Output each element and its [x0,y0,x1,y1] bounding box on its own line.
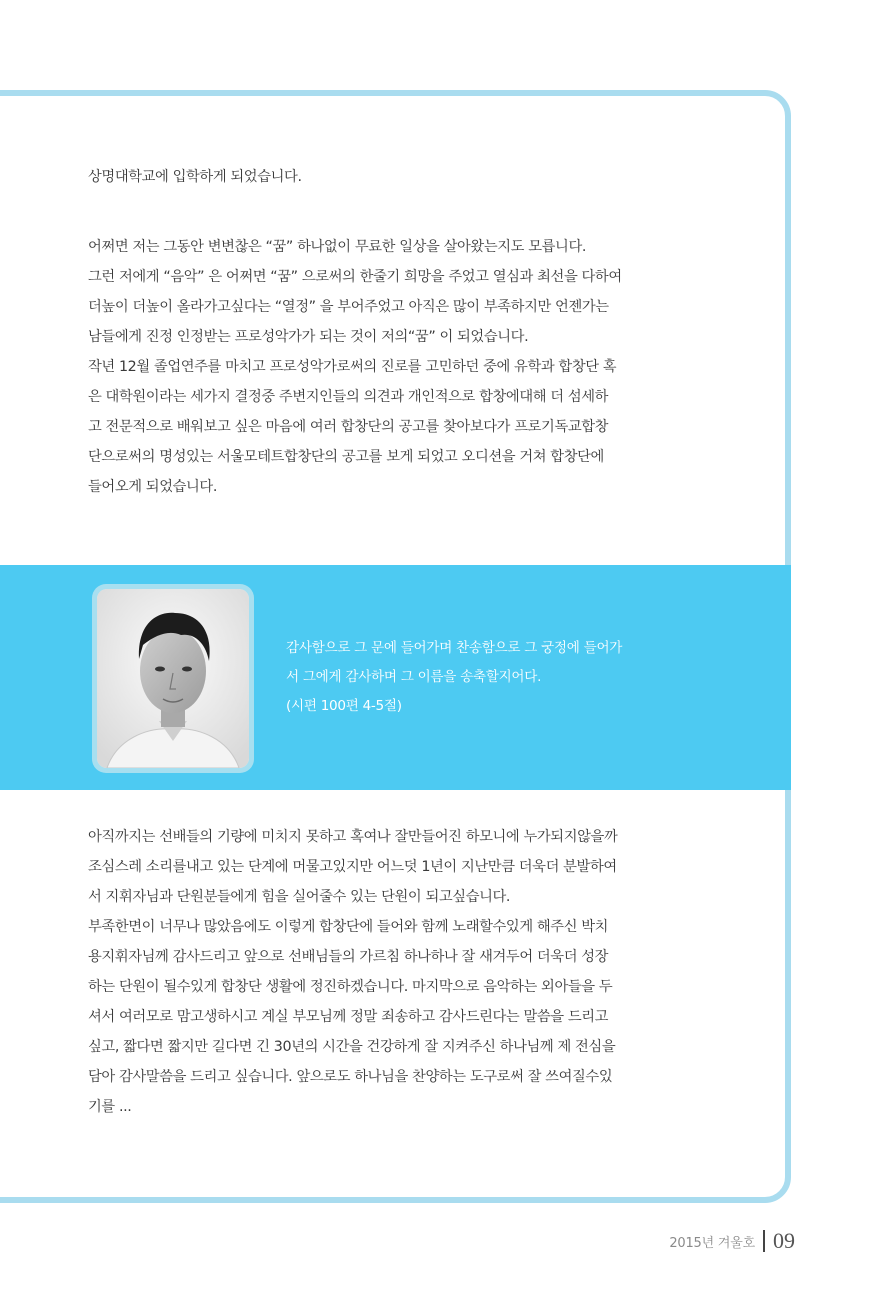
portrait-frame [92,584,254,773]
text-line: 작년 12월 졸업연주를 마치고 프로성악가로써의 진로를 고민하던 중에 유학과 합창단 혹 [88,359,617,375]
portrait-image [97,589,249,768]
text-line: 상명대학교에 입학하게 되었습니다. [88,169,302,185]
quote-citation: (시편 100편 4-5절) [286,698,402,714]
text-line: 하는 단원이 될수있게 합창단 생활에 정진하겠습니다. 마지막으로 음악하는 외아들을 두 [88,979,613,995]
text-line: 남들에게 진정 인정받는 프로성악가가 되는 것이 저의“꿈” 이 되었습니다. [88,329,529,345]
text-line: 싶고, 짧다면 짧지만 길다면 긴 30년의 시간을 건강하게 잘 지켜주신 하나님께 제 전심을 [88,1039,616,1055]
article-paragraph-1 [88,162,660,192]
text-line: 담아 감사말씀을 드리고 싶습니다. 앞으로도 하나님을 찬양하는 도구로써 잘 쓰여질수있 [88,1069,613,1085]
quote-line: 감사함으로 그 문에 들어가며 찬송함으로 그 궁정에 들어가 [286,640,623,656]
text-line: 단으로써의 명성있는 서울모테트합창단의 공고를 보게 되었고 오디션을 거쳐 합창단에 [88,449,604,465]
text-line: 은 대학원이라는 세가지 결정중 주변지인들의 의견과 개인적으로 합창에대해 더 섬세하 [88,389,609,405]
text-line: 고 전문적으로 배워보고 싶은 마음에 여러 합창단의 공고를 찾아보다가 프로기독교합창 [88,419,609,435]
text-line: 서 지휘자님과 단원분들에게 힘을 실어줄수 있는 단원이 되고싶습니다. [88,889,511,905]
issue-label: 2015년 겨울호 [669,1235,755,1251]
page-footer [669,1228,795,1254]
quote-line: 서 그에게 감사하며 그 이름을 송축할지어다. [286,669,542,685]
text-line: 부족한면이 너무나 많았음에도 이렇게 합창단에 들어와 함께 노래할수있게 해주신 박치 [88,919,609,935]
text-line: 더높이 더높이 올라가고싶다는 “열정” 을 부어주었고 아직은 많이 부족하지만 언젠가는 [88,299,609,315]
portrait-photo [97,589,249,768]
text-line: 아직까지는 선배들의 기량에 미치지 못하고 혹여나 잘만들어진 하모니에 누가되지않을까 [88,829,618,845]
text-line: 그런 저에게 “음악” 은 어쩌면 “꿈” 으로써의 한줄기 희망을 주었고 열심과 최선을 다하여 [88,269,622,285]
text-line: 들어오게 되었습니다. [88,479,217,495]
text-line: 기를 ... [88,1099,132,1115]
page-number: 09 [773,1228,795,1253]
text-line: 용지휘자님께 감사드리고 앞으로 선배님들의 가르침 하나하나 잘 새겨두어 더욱더 성장 [88,949,609,965]
article-paragraph-3 [88,822,660,1122]
footer-divider [763,1230,765,1252]
text-line: 어쩌면 저는 그동안 변변찮은 “꿈” 하나없이 무료한 일상을 살아왔는지도 모릅니다. [88,239,587,255]
article-paragraph-2 [88,232,660,502]
text-line: 조심스레 소리를내고 있는 단계에 머물고있지만 어느덧 1년이 지난만큼 더욱더 분발하여 [88,859,617,875]
scripture-quote [286,634,676,721]
text-line: 셔서 여러모로 맘고생하시고 계실 부모님께 정말 죄송하고 감사드린다는 말씀을 드리고 [88,1009,609,1025]
